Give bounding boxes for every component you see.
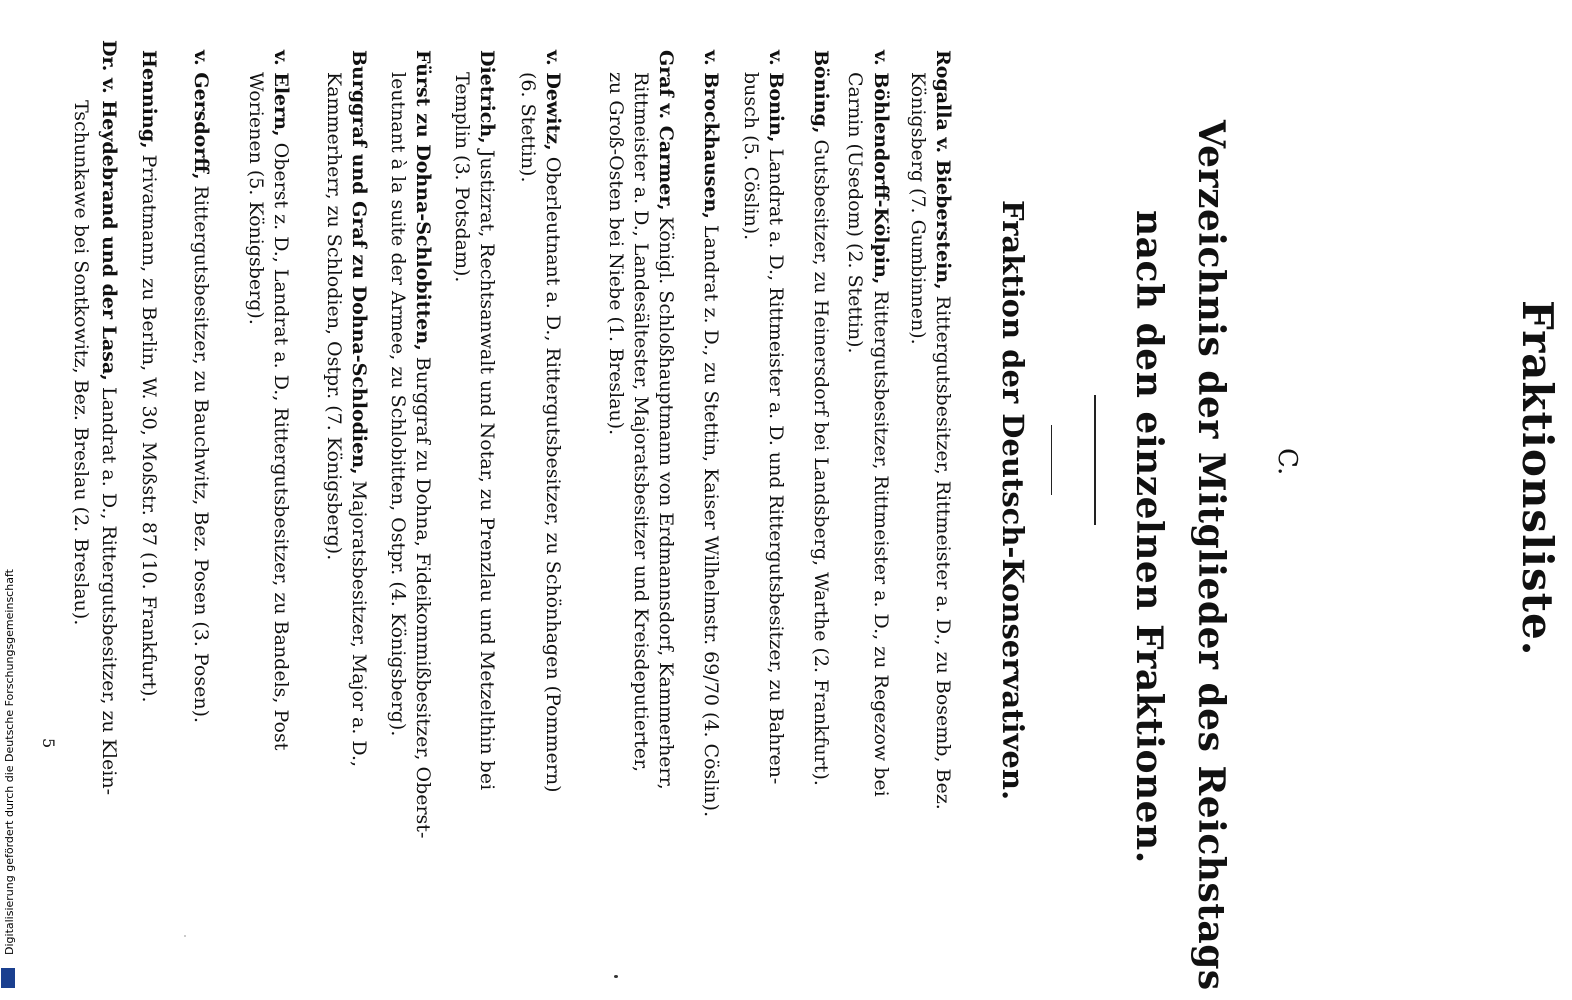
member-name: v. Gersdorff, xyxy=(190,50,212,180)
divider-rule-short xyxy=(1051,425,1052,495)
list-item: Dr. v. Heydebrand und der Lasa, Landrat a. D., Rittergutsbesitzer, zu Klein- xyxy=(98,40,120,795)
member-name: v. Dewitz, xyxy=(542,50,564,151)
member-name: v. Brockhausen, xyxy=(700,50,722,219)
heading-line-2: nach den einzelnen Fraktionen. xyxy=(1128,210,1170,864)
member-name: v. Böhlendorff-Kölpin, xyxy=(870,50,892,285)
list-item: Henning, Privatmann, zu Berlin, W. 30, Moßstr. 87 (10. Frankfurt). xyxy=(138,50,160,703)
dfg-logo xyxy=(1,968,15,988)
list-item-continuation: Rittmeister a. D., Landesältester, Majoratsbesitzer und Kreisdeputierter, xyxy=(630,72,652,773)
page-title: Fraktionsliste. xyxy=(1513,300,1562,657)
member-name: Henning, xyxy=(138,50,160,149)
member-name: Burggraf und Graf zu Dohna-Schlodien, xyxy=(348,50,370,475)
member-name: Graf v. Carmer, xyxy=(655,50,677,211)
member-name: Böning, xyxy=(810,50,832,134)
list-item-continuation: (6. Stettin). xyxy=(517,72,539,183)
list-item: Burggraf und Graf zu Dohna-Schlodien, Majoratsbesitzer, Major a. D., xyxy=(348,50,370,768)
list-item: Böning, Gutsbesitzer, zu Heinersdorf bei Landsberg, Warthe (2. Frankfurt). xyxy=(810,50,832,786)
list-item-continuation: Worienen (5. Königsberg). xyxy=(245,72,267,325)
list-item-continuation: Carnin (Usedom) (2. Stettin). xyxy=(844,72,866,354)
member-name: v. Elern, xyxy=(270,50,292,137)
heading-line-1: Verzeichnis der Mitglieder des Reichstags xyxy=(1190,120,1232,991)
list-item-continuation: busch (5. Cöslin). xyxy=(740,72,762,241)
scan-speck xyxy=(184,935,186,937)
list-item-continuation: leutnant à la suite der Armee, zu Schlobitten, Ostpr. (4. Königsberg). xyxy=(387,72,409,737)
list-item-continuation: Tschunkawe bei Sontkowitz, Bez. Breslau (2. Breslau). xyxy=(70,100,92,626)
member-name: Dr. v. Heydebrand und der Lasa, xyxy=(98,40,120,381)
list-item: v. Böhlendorff-Kölpin, Rittergutsbesitzer, Rittmeister a. D., zu Regezow bei xyxy=(870,50,892,797)
list-item-continuation: Templin (3. Potsdam). xyxy=(451,72,473,283)
member-name: v. Bonin, xyxy=(765,50,787,143)
list-item: v. Gersdorff, Rittergutsbesitzer, zu Bauchwitz, Bez. Posen (3. Posen). xyxy=(190,50,212,724)
list-item-continuation: Kammerherr, zu Schlodien, Ostpr. (7. Königsberg). xyxy=(323,72,345,561)
section-letter: C. xyxy=(1272,448,1302,476)
list-item-continuation: Königsberg (7. Gumbinnen). xyxy=(907,72,929,345)
divider-rule xyxy=(1094,395,1096,525)
member-name: Rogalla v. Bieberstein, xyxy=(932,50,954,290)
list-item: v. Brockhausen, Landrat z. D., zu Stettin, Kaiser Wilhelmstr. 69/70 (4. Cöslin). xyxy=(700,50,722,818)
member-name: Dietrich, xyxy=(476,50,498,144)
list-item-continuation: zu Groß-Osten bei Niebe (1. Breslau). xyxy=(605,72,627,436)
page-number: 5 xyxy=(39,738,58,749)
faction-heading: Fraktion der Deutsch-Konservativen. xyxy=(996,200,1030,801)
member-name: Fürst zu Dohna-Schlobitten, xyxy=(412,50,434,351)
list-item: v. Bonin, Landrat a. D., Rittmeister a. D. und Rittergutsbesitzer, zu Bahren- xyxy=(765,50,787,785)
list-item: Dietrich, Justizrat, Rechtsanwalt und Notar, zu Prenzlau und Metzelthin bei xyxy=(476,50,498,791)
list-item: v. Elern, Oberst z. D., Landrat a. D., Rittergutsbesitzer, zu Bandels, Post xyxy=(270,50,292,751)
list-item: Rogalla v. Bieberstein, Rittergutsbesitzer, Rittmeister a. D., zu Bosemb, Bez. xyxy=(932,50,954,810)
list-item: Graf v. Carmer, Königl. Schloßhauptmann von Erdmannsdorf, Kammerherr, xyxy=(655,50,677,790)
list-item: v. Dewitz, Oberleutnant a. D., Rittergutsbesitzer, zu Schönhagen (Pommern) xyxy=(542,50,564,793)
list-item: Fürst zu Dohna-Schlobitten, Burggraf zu Dohna, Fideikommißbesitzer, Oberst- xyxy=(412,50,434,839)
digitization-credit: Digitalisierung gefördert durch die Deutsche Forschungsgemeinschaft xyxy=(3,569,16,955)
scan-speck xyxy=(614,975,618,978)
